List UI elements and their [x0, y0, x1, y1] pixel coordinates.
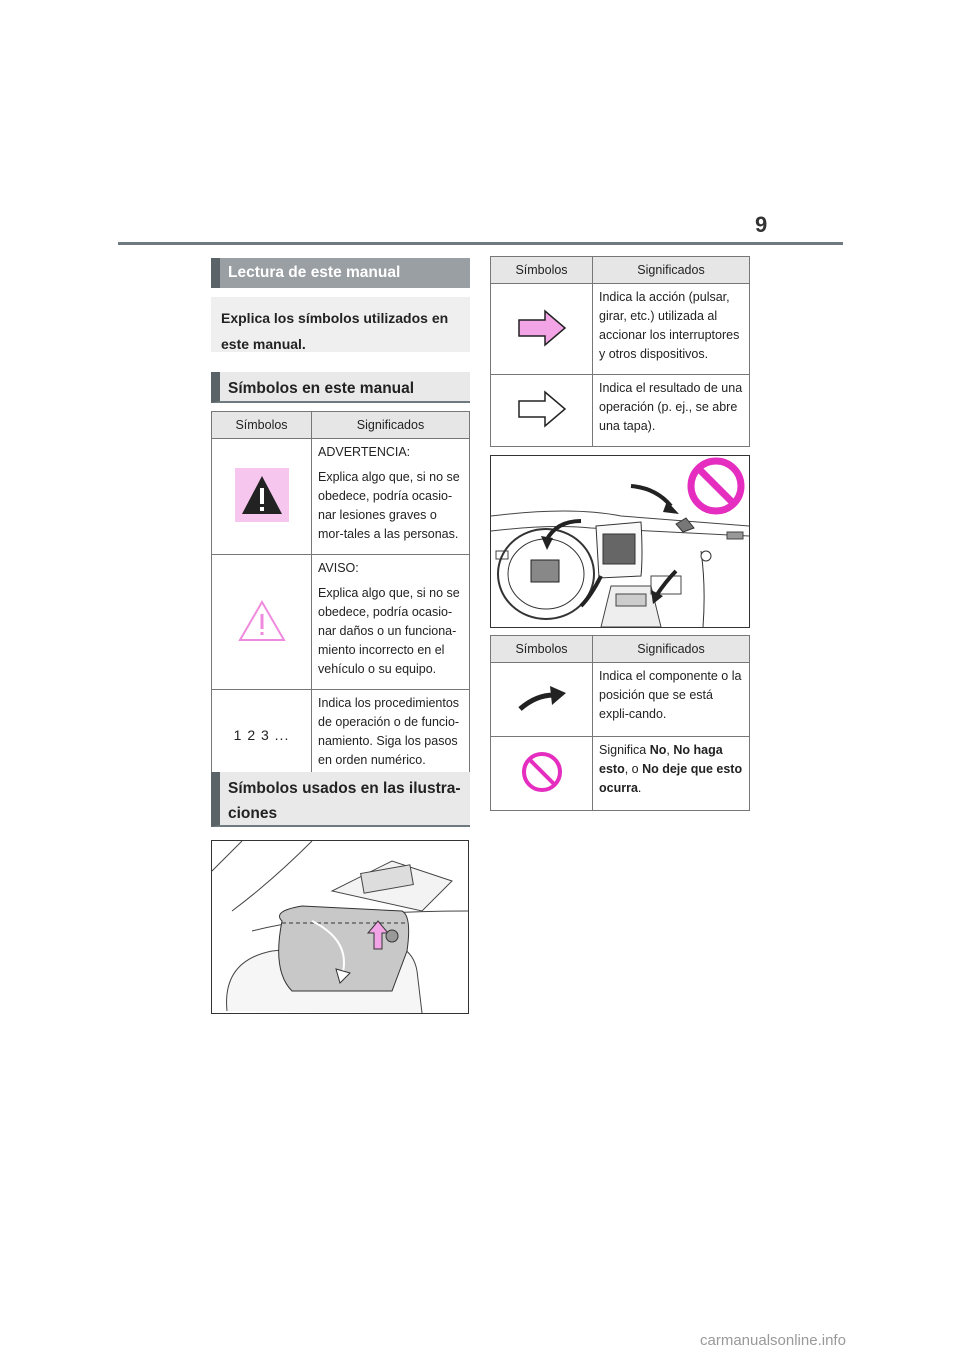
watermark: carmanualsonline.info	[700, 1332, 846, 1349]
header-meanings: Significados	[312, 412, 470, 439]
symbol-cell	[491, 737, 593, 811]
meaning-text: Explica algo que, si no se obedece, podría ocasio-nar lesiones graves o mor-tales a las personas.	[318, 470, 460, 541]
meaning-cell	[593, 284, 750, 375]
meaning-bold: No	[649, 743, 667, 757]
meaning-bold: No deje que esto ocurra	[599, 762, 743, 795]
intro-box	[211, 297, 470, 352]
symbol-cell	[212, 690, 312, 781]
symbol-cell	[491, 375, 593, 447]
page-number: 9	[755, 212, 768, 237]
meaning-part: Significa	[599, 743, 650, 757]
section-title: Lectura de este manual	[228, 264, 401, 281]
warning-triangle-outline-icon	[235, 633, 289, 647]
table-row	[212, 555, 470, 690]
illustrations-section-title: Símbolos usados en las ilustra-ciones	[228, 780, 461, 822]
dashboard-illustration	[490, 455, 750, 628]
meaning-cell	[312, 690, 470, 781]
prohibition-icon	[520, 783, 564, 797]
meaning-text: Indica la acción (pulsar, girar, etc.) utilizada al accionar los interruptores y otros dispositivos.	[599, 290, 740, 361]
top-rule	[118, 242, 843, 245]
meaning-bold: No haga esto	[599, 743, 723, 776]
meaning-title: AVISO:	[318, 561, 359, 575]
intro-text: Explica los símbolos utilizados en este manual.	[221, 310, 449, 352]
table-row	[212, 690, 470, 781]
symbol-cell	[212, 439, 312, 555]
meaning-text	[599, 741, 743, 798]
section-header	[211, 258, 470, 288]
table-row	[212, 439, 470, 555]
meaning-part: .	[637, 781, 642, 795]
table-row	[491, 663, 750, 737]
meaning-title: ADVERTENCIA:	[318, 445, 411, 459]
header-meanings: Significados	[593, 257, 750, 284]
meaning-cell	[312, 439, 470, 555]
meaning-text: Indica los procedimientos de operación o de funcio-namiento. Siga los pasos en orden numérico.	[318, 696, 460, 767]
meaning-text: Explica algo que, si no se obedece, podría ocasio-nar daños o un funciona-miento incorrecto en el vehículo o su equipo.	[318, 586, 460, 676]
table-row	[491, 375, 750, 447]
curved-pointer-arrow-icon	[516, 704, 568, 718]
meaning-cell	[593, 663, 750, 737]
symbol-cell	[212, 555, 312, 690]
header-meanings: Significados	[593, 636, 750, 663]
overhead-console-illustration	[211, 840, 469, 1014]
symbols-section-title: Símbolos en este manual	[228, 380, 415, 397]
numbered-steps-icon: 1 2 3 ...	[233, 727, 290, 743]
symbols-section-header	[211, 372, 470, 403]
symbols-table	[211, 411, 470, 781]
table-header-row	[212, 412, 470, 439]
illustration-symbols-table-2	[490, 635, 750, 811]
meaning-cell	[593, 737, 750, 811]
illustrations-section-header	[211, 772, 470, 827]
table-header-row	[491, 636, 750, 663]
warning-triangle-filled-icon	[235, 511, 289, 525]
table-header-row	[491, 257, 750, 284]
symbol-cell	[491, 663, 593, 737]
table-row	[491, 284, 750, 375]
header-symbols: Símbolos	[212, 412, 312, 439]
header-symbols: Símbolos	[491, 257, 593, 284]
meaning-text: Indica el resultado de una operación (p. ej., se abre una tapa).	[599, 381, 743, 433]
meaning-cell	[593, 375, 750, 447]
meaning-cell	[312, 555, 470, 690]
meaning-part: ,	[666, 743, 674, 757]
header-symbols: Símbolos	[491, 636, 593, 663]
outline-result-arrow-icon	[517, 417, 567, 431]
meaning-part: , o	[624, 762, 643, 776]
pink-action-arrow-icon	[517, 336, 567, 350]
illustration-symbols-table	[490, 256, 750, 447]
meaning-text: Indica el componente o la posición que se está expli-cando.	[599, 669, 742, 721]
symbol-cell	[491, 284, 593, 375]
table-row	[491, 737, 750, 811]
